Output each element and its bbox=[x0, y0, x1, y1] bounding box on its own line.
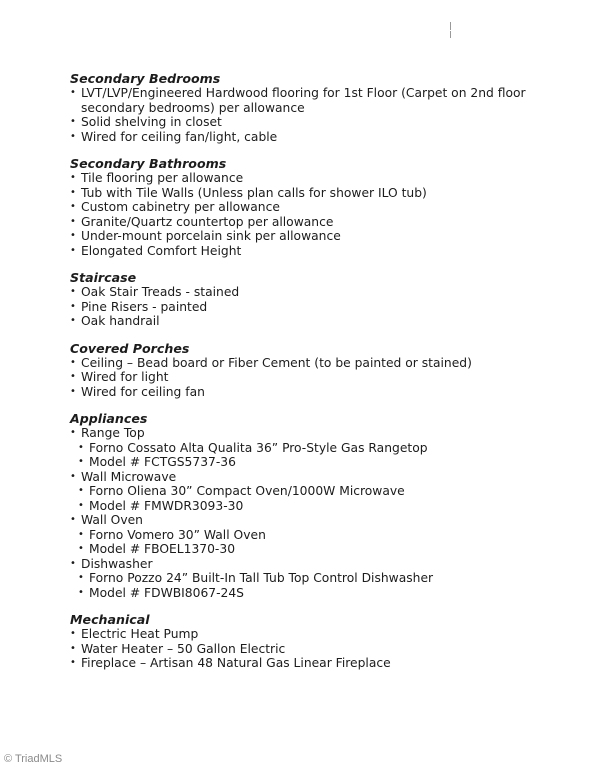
section-heading: Secondary Bathrooms bbox=[70, 156, 227, 171]
bullet-list bbox=[70, 171, 550, 258]
list-item: • Oak Stair Treads - stained bbox=[70, 285, 550, 300]
list-item: • Electric Heat Pump bbox=[70, 627, 550, 642]
section-heading: Appliances bbox=[70, 411, 148, 426]
section-heading: Staircase bbox=[70, 270, 137, 285]
list-item: • Oak handrail bbox=[70, 314, 550, 329]
spec-section bbox=[70, 612, 550, 671]
list-item: • Tub with Tile Walls (Unless plan calls for shower ILO tub) bbox=[70, 186, 550, 201]
list-item: • Range Top bbox=[70, 426, 550, 441]
bullet-list bbox=[70, 86, 550, 144]
sub-list-item: • Forno Pozzo 24” Built-In Tall Tub Top Control Dishwasher bbox=[70, 571, 550, 586]
sub-list-item: • Forno Oliena 30” Compact Oven/1000W Microwave bbox=[70, 484, 550, 499]
list-item: • Granite/Quartz countertop per allowance bbox=[70, 215, 550, 230]
list-item: • Wired for ceiling fan bbox=[70, 385, 550, 400]
list-item: • Solid shelving in closet bbox=[70, 115, 550, 130]
spec-section bbox=[70, 341, 550, 400]
list-item: • Wall Oven bbox=[70, 513, 550, 528]
list-item: • Elongated Comfort Height bbox=[70, 244, 550, 259]
sub-list-item: • Model # FMWDR3093-30 bbox=[70, 499, 550, 514]
list-item: • Under-mount porcelain sink per allowance bbox=[70, 229, 550, 244]
spec-section bbox=[70, 270, 550, 329]
sub-list-item: • Forno Vomero 30” Wall Oven bbox=[70, 528, 550, 543]
spec-section bbox=[70, 411, 550, 600]
sub-list-item: • Model # FBOEL1370-30 bbox=[70, 542, 550, 557]
list-item: • Fireplace – Artisan 48 Natural Gas Linear Fireplace bbox=[70, 656, 550, 671]
list-item: • Tile flooring per allowance bbox=[70, 171, 550, 186]
list-item: • Wired for ceiling fan/light, cable bbox=[70, 130, 550, 145]
section-heading: Mechanical bbox=[70, 612, 150, 627]
bullet-list bbox=[70, 285, 550, 329]
sub-list-item: • Model # FCTGS5737-36 bbox=[70, 455, 550, 470]
list-item: • Custom cabinetry per allowance bbox=[70, 200, 550, 215]
list-item: • Water Heater – 50 Gallon Electric bbox=[70, 642, 550, 657]
list-item: • Dishwasher bbox=[70, 557, 550, 572]
sub-list-item: • Forno Cossato Alta Qualita 36” Pro-Style Gas Rangetop bbox=[70, 441, 550, 456]
bullet-list bbox=[70, 426, 550, 600]
list-item: • Wall Microwave bbox=[70, 470, 550, 485]
list-item: • LVT/LVP/Engineered Hardwood flooring for 1st Floor (Carpet on 2nd floor secondary bedrooms) per allowance bbox=[70, 86, 550, 115]
list-item: • Ceiling – Bead board or Fiber Cement (to be painted or stained) bbox=[70, 356, 550, 371]
list-item: • Wired for light bbox=[70, 370, 550, 385]
section-heading: Secondary Bedrooms bbox=[70, 71, 221, 86]
watermark: © TriadMLS bbox=[4, 753, 63, 765]
bullet-list bbox=[70, 627, 550, 671]
list-item: • Pine Risers - painted bbox=[70, 300, 550, 315]
section-heading: Covered Porches bbox=[70, 340, 190, 356]
scan-mark bbox=[450, 22, 451, 38]
bullet-list bbox=[70, 356, 550, 400]
spec-section bbox=[70, 71, 550, 144]
sub-list-item: • Model # FDWBI8067-24S bbox=[70, 586, 550, 601]
spec-document bbox=[70, 71, 550, 683]
spec-section bbox=[70, 156, 550, 258]
